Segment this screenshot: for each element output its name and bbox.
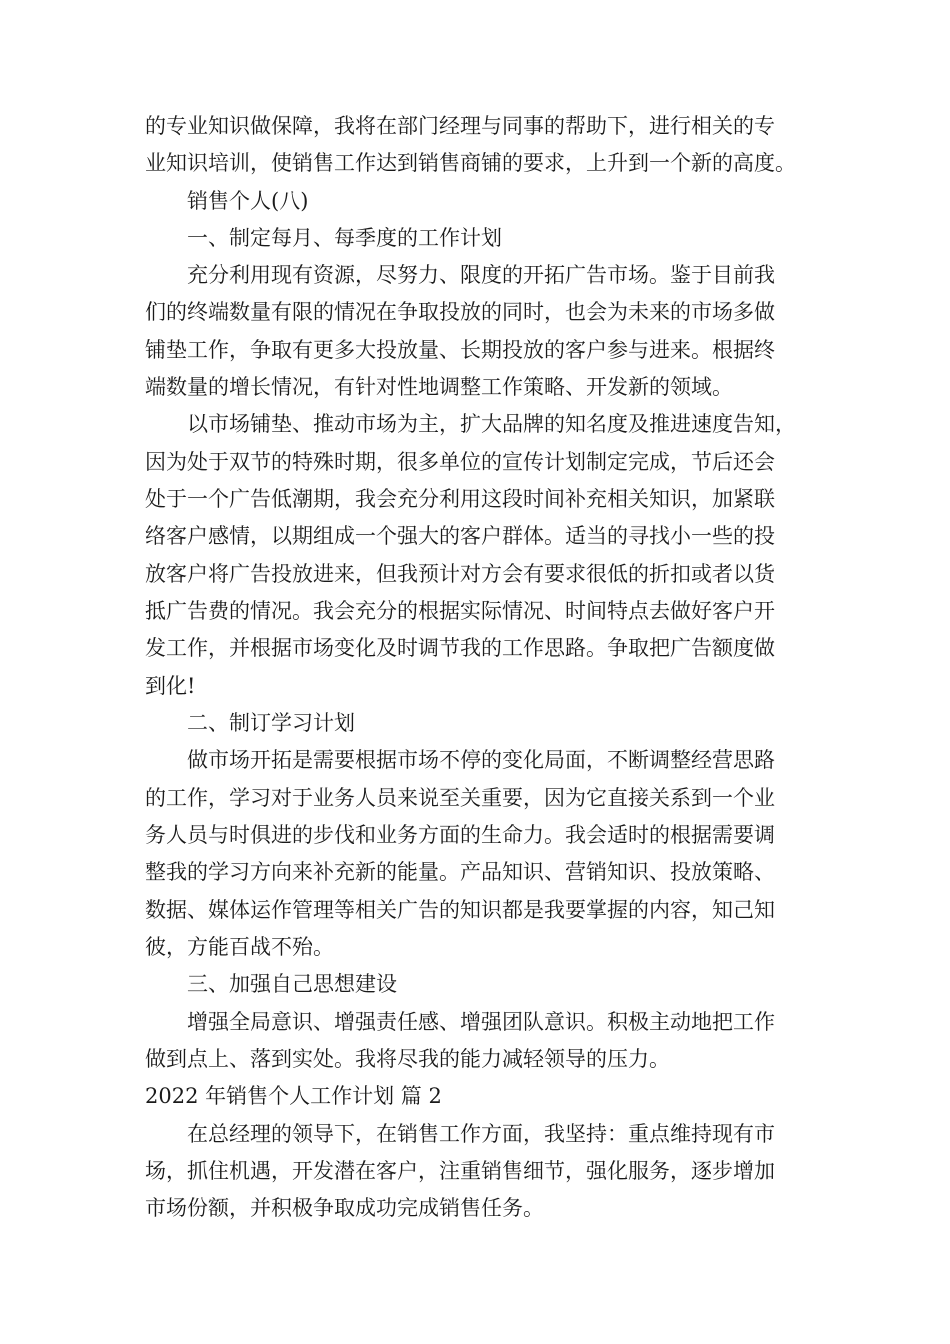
- paragraph-line: 发工作，并根据市场变化及时调节我的工作思路。争取把广告额度做: [145, 636, 775, 660]
- paragraph-line: 务人员与时俱进的步伐和业务方面的生命力。我会适时的根据需要调: [145, 823, 775, 847]
- paragraph-line: 因为处于双节的特殊时期，很多单位的宣传计划制定完成，节后还会: [145, 450, 775, 474]
- paragraph-line: 抵广告费的情况。我会充分的根据实际情况、时间特点去做好客户开: [145, 599, 775, 623]
- paragraph-line: 铺垫工作，争取有更多大投放量、长期投放的客户参与进来。根据终: [145, 338, 775, 362]
- paragraph-line: 的专业知识做保障，我将在部门经理与同事的帮助下，进行相关的专: [145, 114, 775, 138]
- paragraph-line: 以市场铺垫、推动市场为主，扩大品牌的知名度及推进速度告知，: [187, 412, 796, 436]
- paragraph-line: 做到点上、落到实处。我将尽我的能力减轻领导的压力。: [145, 1047, 670, 1071]
- paragraph-line: 业知识培训，使销售工作达到销售商铺的要求，上升到一个新的高度。: [145, 151, 796, 175]
- paragraph-line: 在总经理的领导下，在销售工作方面，我坚持：重点维持现有市: [187, 1122, 775, 1146]
- paragraph-line: 的工作，学习对于业务人员来说至关重要，因为它直接关系到一个业: [145, 786, 775, 810]
- article-heading: 2022 年销售个人工作计划 篇 2: [145, 1084, 442, 1108]
- section-heading: 三、加强自己思想建设: [187, 972, 397, 996]
- paragraph-line: 市场份额，并积极争取成功完成销售任务。: [145, 1196, 544, 1220]
- paragraph-line: 们的终端数量有限的情况在争取投放的同时，也会为未来的市场多做: [145, 300, 775, 324]
- paragraph-line: 做市场开拓是需要根据市场不停的变化局面，不断调整经营思路: [187, 748, 775, 772]
- paragraph-line: 充分利用现有资源，尽努力、限度的开拓广告市场。鉴于目前我: [187, 263, 775, 287]
- paragraph-line: 络客户感情，以期组成一个强大的客户群体。适当的寻找小一些的投: [145, 524, 775, 548]
- paragraph-line: 数据、媒体运作管理等相关广告的知识都是我要掌握的内容，知己知: [145, 898, 775, 922]
- paragraph-line: 到化!: [145, 674, 196, 698]
- paragraph-line: 放客户将广告投放进来，但我预计对方会有要求很低的折扣或者以货: [145, 562, 775, 586]
- paragraph-line: 增强全局意识、增强责任感、增强团队意识。积极主动地把工作: [187, 1010, 775, 1034]
- paragraph-line: 整我的学习方向来补充新的能量。产品知识、营销知识、投放策略、: [145, 860, 775, 884]
- paragraph-line: 处于一个广告低潮期，我会充分利用这段时间补充相关知识，加紧联: [145, 487, 775, 511]
- section-heading: 二、制订学习计划: [187, 711, 355, 735]
- section-title: 销售个人(八): [187, 189, 309, 213]
- paragraph-line: 彼，方能百战不殆。: [145, 935, 334, 959]
- paragraph-line: 端数量的增长情况，有针对性地调整工作策略、开发新的领域。: [145, 375, 733, 399]
- section-heading: 一、制定每月、每季度的工作计划: [187, 226, 502, 250]
- paragraph-line: 场，抓住机遇，开发潜在客户，注重销售细节，强化服务，逐步增加: [145, 1159, 775, 1183]
